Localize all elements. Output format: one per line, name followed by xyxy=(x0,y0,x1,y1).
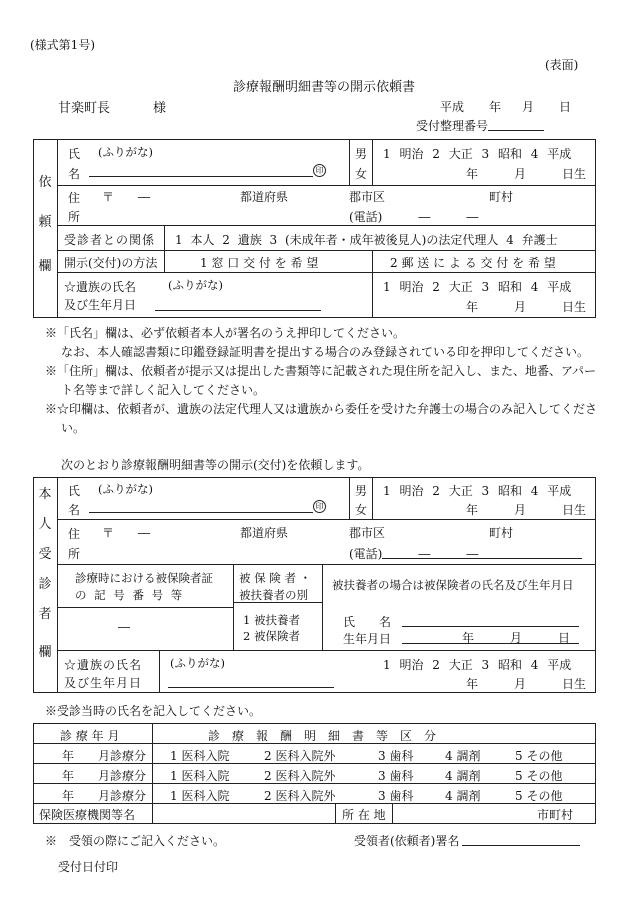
date-era: 平成 xyxy=(440,100,465,114)
receipt-number-field[interactable] xyxy=(488,130,544,131)
phone-field[interactable]: (電話) ― ― xyxy=(349,210,479,224)
side-label: (表面) xyxy=(545,58,579,72)
birth-era-options[interactable]: 1 明治 2 大正 3 昭和 4 平成 xyxy=(383,147,572,161)
insured-name-field[interactable] xyxy=(402,626,579,627)
relation-options[interactable]: 1 本人 2 遺族 3 (未成年者・成年被後見人)の法定代理人 4 弁護士 xyxy=(175,233,558,247)
request-intro: 次のとおり診療報酬明細書等の開示(交付)を依頼します。 xyxy=(61,458,370,472)
class-option-insured[interactable]: 2 被保険者 xyxy=(243,629,300,643)
method-mail[interactable]: 2 郵 送 に よ る 交 付 を 希 望 xyxy=(390,256,556,270)
patient-section-label: 本 人 受 診 者 欄 xyxy=(38,487,52,660)
furigana-label: (ふりがな) xyxy=(98,145,153,159)
receipt-note: ※ 受領の際にご記入ください。 xyxy=(45,834,226,848)
receipt-date-stamp: 受付日付印 xyxy=(58,860,119,874)
requester-name-field[interactable] xyxy=(89,176,313,177)
requester-section-label: 依 頼 欄 xyxy=(38,175,52,274)
patient-note: ※受診当時の氏名を記入してください。 xyxy=(45,704,262,718)
class-option-dependent[interactable]: 1 被扶養者 xyxy=(243,613,300,627)
seal-mark: 印 xyxy=(313,164,326,177)
note-line: ※「住所」欄は、依頼者が提示又は提出した書類等に記載された現住所を記入し、また、地番、アパー xyxy=(45,364,597,378)
signature-label: 受領者(依頼者)署名 xyxy=(354,834,460,848)
postal-code[interactable]: 〒 ― xyxy=(102,190,151,204)
method-window[interactable]: 1 窓 口 交 付 を 希 望 xyxy=(200,256,319,270)
note-line: い。 xyxy=(61,421,86,435)
note-line: ※「氏名」欄は、必ず依頼者本人が署名のうえ押印してください。 xyxy=(45,326,406,340)
signature-field[interactable] xyxy=(462,845,580,846)
patient-bereaved-field[interactable] xyxy=(168,687,334,688)
gender-female[interactable]: 女 xyxy=(355,167,368,181)
receipt-number-label: 受付整理番号 xyxy=(416,119,489,133)
form-title: 診療報酬明細書等の開示依頼書 xyxy=(233,80,416,95)
date-year: 年 xyxy=(489,100,502,114)
disclosure-request-form: (様式第1号) (表面) 診療報酬明細書等の開示依頼書 甘楽町長 様 平成 年 月 日 受付整理番号 依 頼 欄 氏 名 (ふりがな) 印 男 女 1 明治 2 大正 3 昭和 4 平成 年 月 日生 住 所 〒 ― 都道府県 郡市区 町村 (電話) ― ― 受診者との関係 1 本人 2 遺族 3 (未成年者・成年被後見人)の法定代理人 4 弁護士 開示(交付)の方法 1 窓 口 交 付 を 希 望 2 郵 送 に よ る 交 付 を 希 望 ☆遺族の氏名 及び生年月日 (ふりがな) 1 明治 2 大正 3 昭和 4 平成 年 月 日生 ※「氏名」欄は、必ず依頼者本人が署名のうえ押印してください。 なお、本人確認書類に印鑑登録証明書を提出する場合のみ登録されている印を押印してください。 ※「住所」欄は、依頼者が提示又は提出した書類等に記載された現住所を記入し、また、地番、アパー ト名等まで詳しく記入してください。 ※☆印欄は、依頼者が、遺族の法定代理人又は遺族から委任を受けた弁護士の場合のみ記入してくださ い。 次のとおり診療報酬明細書等の開示(交付)を依頼します。 本 人 受 診 者 欄 氏 名 (ふりがな) 印 男 女 1 明治 2 大正 3 昭和 4 平成 年 月 日生 住 所 〒 ― 都道府県 郡市区 町村 (電話) ― ― 診療時における被保険者証 の 記 号 番 号 等 ― 被 保 険 者 ・ 被扶養者の別 1 被扶養者 2 被保険者 被扶養者の場合は被保険者の氏名及び生年月日 氏 名 生年月日 年 月 日 ☆遺族の氏名 及び生年月日 (ふりがな) 1 明治 2 大正 3 昭和 4 平成 年 月 日生 ※受診当時の氏名を記入してください。 診 療 年 月 診 療 報 酬 明 細 書 等 区 分 年 月診療分 1 医科入院 2 医科入院外 3 歯科 4 調剤 5 その他 年 月診療分 1 医科入院 2 医科入院外 3 歯科 4 調剤 5 その他 年 月診療分 1 医科入院 2 医科入院外 3 歯科 4 調剤 5 その他 保険医療機関等名 所 在 地 市町村 ※ 受領の際にご記入ください。 受領者(依頼者)署名 受付日付印 xyxy=(30,38,598,874)
birth-ymd: 年 月 日生 xyxy=(466,167,587,181)
insurance-number-field[interactable]: ― xyxy=(118,620,130,634)
note-line: なお、本人確認書類に印鑑登録証明書を提出する場合のみ登録されている印を押印してください。 xyxy=(61,345,590,359)
addressee-honorific: 様 xyxy=(153,101,167,116)
date-day: 日 xyxy=(559,100,572,114)
form-number: (様式第1号) xyxy=(30,38,95,52)
addressee: 甘楽町長 xyxy=(58,101,111,116)
gender-male[interactable]: 男 xyxy=(355,147,368,161)
bereaved-name-field[interactable] xyxy=(155,310,321,311)
note-line: ※☆印欄は、依頼者が、遺族の法定代理人又は遺族から委任を受けた弁護士の場合のみ記入してくださ xyxy=(45,402,598,416)
note-line: ト名等まで詳しく記入してください。 xyxy=(61,383,266,397)
date-month: 月 xyxy=(522,100,535,114)
seal-mark: 印 xyxy=(313,500,326,513)
patient-name-field[interactable] xyxy=(89,512,313,513)
